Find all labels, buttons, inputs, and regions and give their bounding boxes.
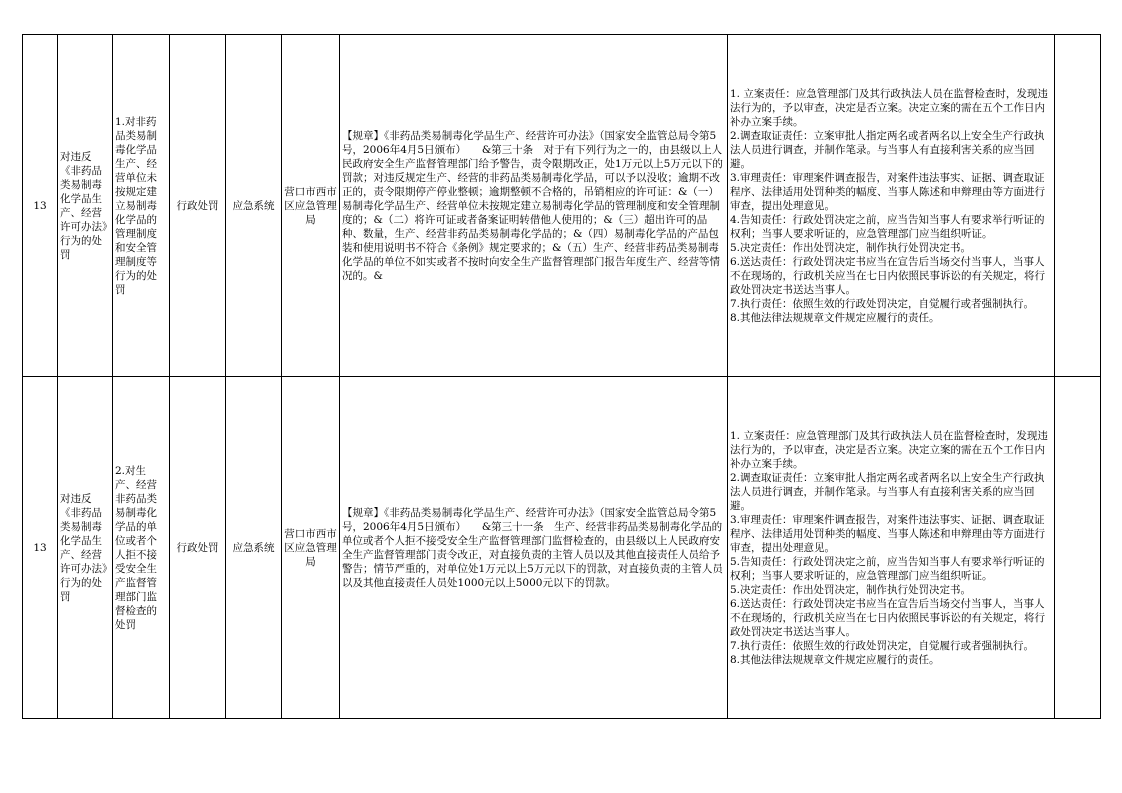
responsibility-item: 7.执行责任：依照生效的行政处罚决定，自觉履行或者强制执行。	[730, 297, 1035, 310]
remark-cell	[1055, 377, 1101, 719]
responsibility-item: 7.执行责任：依照生效的行政处罚决定，自觉履行或者强制执行。	[730, 639, 1035, 652]
table-row	[23, 35, 1101, 377]
responsibility-item: 5.决定责任：作出处罚决定，制作执行处罚决定书。	[730, 241, 972, 254]
responsibility-item: 2.调查取证责任：立案审批人指定两名或者两名以上安全生产行政执法人员进行调查，并制作笔录。与当事人有直接利害关系的应当回避。	[730, 129, 1045, 170]
department-system: 应急系统	[226, 377, 282, 719]
responsibility-item: 1. 立案责任：应急管理部门及其行政执法人员在监督检查时，发现违法行为的，予以审查，决定是否立案。决定立案的需在五个工作日内补办立案手续。	[730, 87, 1048, 128]
table-row	[23, 377, 1101, 719]
responsibility-item: 2.调查取证责任：立案审批人指定两名或者两名以上安全生产行政执法人员进行调查，并制作笔录。与当事人有直接利害关系的应当回避。	[730, 471, 1045, 512]
responsibility-item: 5.决定责任：作出处罚决定，制作执行处罚决定书。	[730, 583, 972, 596]
legal-basis-text: 【规章】《非药品类易制毒化学品生产、经营许可办法》（国家安全监管总局令第5号，2006年4月5日颁布） &第三十一条 生产、经营非药品类易制毒化学品的单位或者个人拒不接受安全生产监督管理部门监督检查的，由县级以上人民政府安全生产监督管理部门责令改正，对直接负责的主管人员以及其他直接责任人员给予警告；情节严重的，对单位处1万元以上5万元以下的罚款，对直接负责的主管人员以及其他直接责任人员处1000元以上5000元以下的罚款。	[342, 506, 723, 589]
responsibility-item: 1. 立案责任：应急管理部门及其行政执法人员在监督检查时，发现违法行为的，予以审查，决定是否立案。决定立案的需在五个工作日内补办立案手续。	[730, 429, 1048, 470]
power-type: 行政处罚	[170, 35, 226, 377]
responsibility-item: 3.审理责任：审理案件调查报告，对案件违法事实、证据、调查取证程序、法律适用处罚种类的幅度、当事人陈述和申辩理由等方面进行审查，提出处理意见。	[730, 171, 1045, 212]
responsibility-list	[728, 35, 1055, 377]
responsibility-item: 8.其他法律法规规章文件规定应履行的责任。	[730, 311, 940, 324]
item-name: 对违反《非药品类易制毒化学品生产、经营许可办法》行为的处罚	[58, 35, 113, 377]
responsibility-item: 6.送达责任：行政处罚决定书应当在宣告后当场交付当事人，当事人不在现场的，行政机关应当在七日内依照民事诉讼的有关规定，将行政处罚决定书送达当事人。	[730, 255, 1045, 296]
legal-basis	[340, 377, 728, 719]
responsibility-item: 4.告知责任：行政处罚决定之前，应当告知当事人有要求举行听证的权利；当事人要求听证的，应急管理部门应当组织听证。	[730, 213, 1045, 240]
responsibility-item: 6.送达责任：行政处罚决定书应当在宣告后当场交付当事人，当事人不在现场的，行政机关应当在七日内依照民事诉讼的有关规定，将行政处罚决定书送达当事人。	[730, 597, 1045, 638]
responsibility-list	[728, 377, 1055, 719]
power-list-table	[22, 34, 1101, 719]
responsibility-item: 5.告知责任：行政处罚决定之前，应当告知当事人有要求举行听证的权利；当事人要求听证的，应急管理部门应当组织听证。	[730, 555, 1045, 582]
legal-basis-text: 【规章】《非药品类易制毒化学品生产、经营许可办法》（国家安全监管总局令第5号，2006年4月5日颁布） &第三十条 对于有下列行为之一的，由县级以上人民政府安全生产监督管理部门给予警告，责令限期改正，处1万元以上5万元以下的罚款；对违反规定生产、经营的非药品类易制毒化学品，可以予以没收；逾期不改正的，责令限期停产停业整顿；逾期整顿不合格的，吊销相应的许可证：&（一）易制毒化学品生产、经营单位未按规定建立易制毒化学品的管理制度和安全管理制度的；&（二）将许可证或者备案证明转借他人使用的；&（三）超出许可的品种、数量，生产、经营非药品类易制毒化学品的；&（四）易制毒化学品的产品包装和使用说明书不符合《条例》规定要求的；&（五）生产、经营非药品类易制毒化学品的单位不如实或者不按时向安全生产监督管理部门报告年度生产、经营等情况的。&	[342, 129, 723, 282]
legal-basis	[340, 35, 728, 377]
responsibility-item: 3.审理责任：审理案件调查报告，对案件违法事实、证据、调查取证程序、法律适用处罚种类的幅度、当事人陈述和申辩理由等方面进行审查，提出处理意见。	[730, 513, 1045, 554]
implementing-unit: 营口市西市区应急管理局	[282, 35, 340, 377]
sub-item-name: 2.对生产、经营非药品类易制毒化学品的单位或者个人拒不接受安全生产监督管理部门监督检查的处罚	[113, 377, 170, 719]
implementing-unit: 营口市西市区应急管理局	[282, 377, 340, 719]
item-number: 13	[23, 377, 58, 719]
department-system: 应急系统	[226, 35, 282, 377]
power-type: 行政处罚	[170, 377, 226, 719]
remark-cell	[1055, 35, 1101, 377]
item-number: 13	[23, 35, 58, 377]
item-name: 对违反《非药品类易制毒化学品生产、经营许可办法》行为的处罚	[58, 377, 113, 719]
sub-item-name: 1.对非药品类易制毒化学品生产、经营单位未按规定建立易制毒化学品的管理制度和安全管理制度等行为的处罚	[113, 35, 170, 377]
responsibility-item: 8.其他法律法规规章文件规定应履行的责任。	[730, 653, 940, 666]
